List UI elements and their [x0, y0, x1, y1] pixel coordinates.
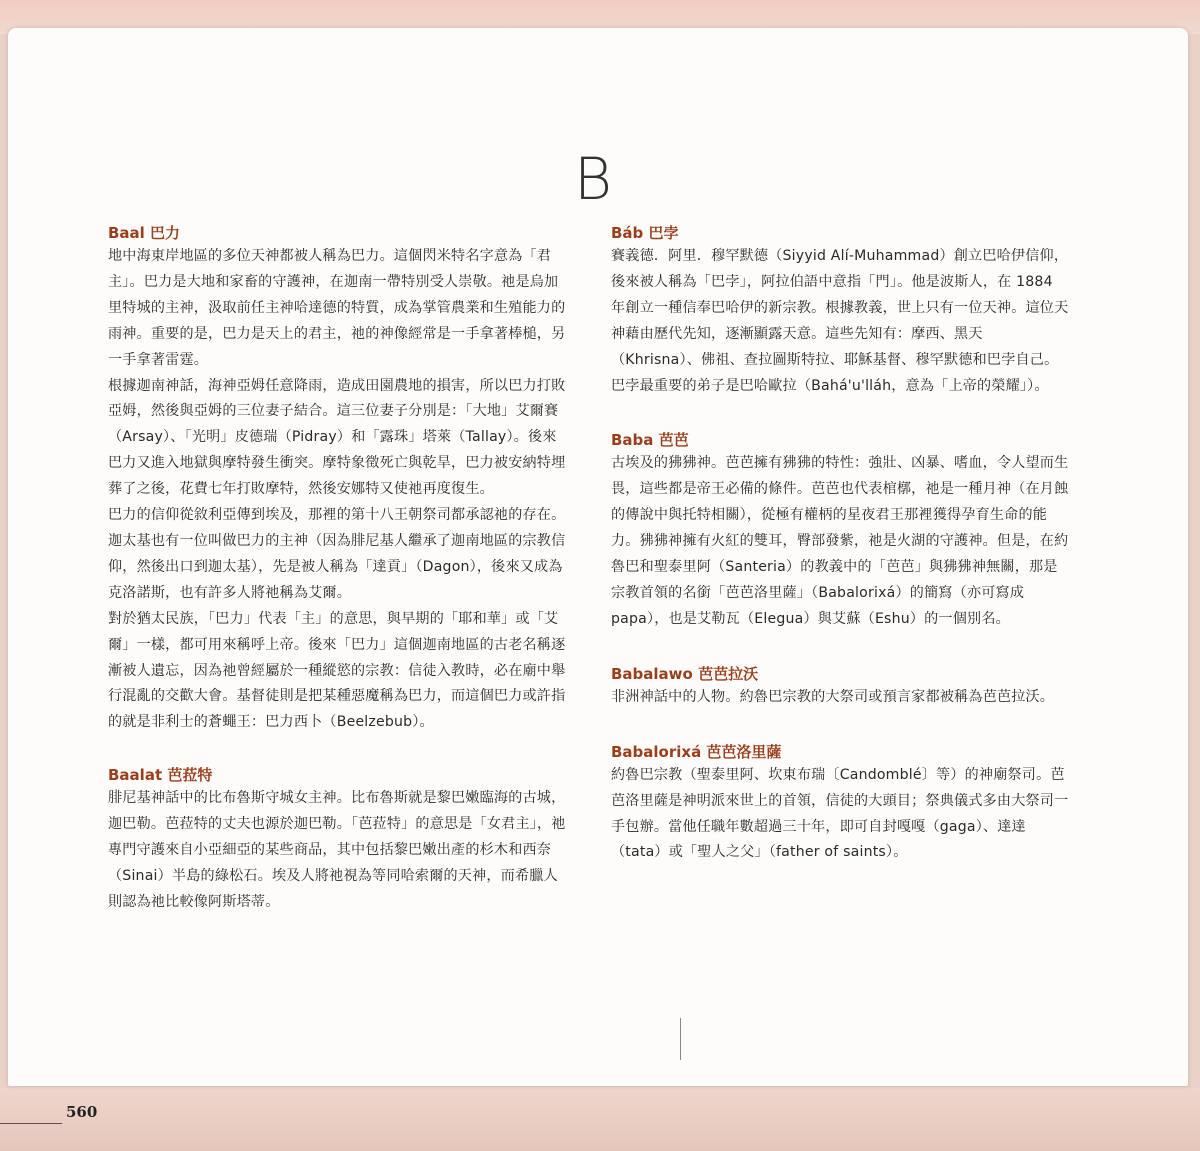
- entry-baal: [108, 222, 566, 736]
- margin-mark: [680, 1018, 681, 1060]
- entry-paragraph: 對於猶太民族，「巴力」代表「主」的意思，與早期的「耶和華」或「艾爾」一樣，都可用來稱呼上帝。後來「巴力」這個迦南地區的古老名稱逐漸被人遺忘，因為祂曾經屬於一種縱慾的宗教：信徒入教時，必在廟中舉行混亂的交歡大會。基督徒則是把某種惡魔稱為巴力，而這個巴力或許指的就是非利士的蒼蠅王：巴力西卜（Beelzebub）。: [108, 610, 566, 731]
- entry-baalat: [108, 764, 566, 916]
- entry-paragraph: 根據迦南神話，海神亞姆任意降雨，造成田園農地的損害，所以巴力打敗亞姆，然後與亞姆的三位妻子結合。這三位妻子分別是：「大地」艾爾賽（Arsay）、「光明」皮德瑞（Pidray）和「露珠」塔萊（Tallay）。後來巴力又進入地獄與摩特發生衝突。摩特象徵死亡與乾旱，巴力被安納特埋葬了之後，花費七年打敗摩特，然後安娜特又使祂再度復生。: [108, 377, 566, 498]
- entry-title: Báb 巴孛: [611, 224, 679, 242]
- entry-baba: [611, 429, 1069, 632]
- right-column: [611, 222, 1069, 866]
- entry-title: Baalat 芭菈特: [108, 766, 213, 785]
- entry-title: Babalorixá 芭芭洛里薩: [611, 742, 782, 761]
- entry-title: Baba 芭芭: [611, 431, 689, 450]
- entry-paragraph: 非洲神話中的人物。約魯巴宗教的大祭司或預言家都被稱為芭芭拉沃。: [611, 688, 1055, 705]
- section-letter: B: [574, 145, 612, 213]
- entry-title: Baal 巴力: [108, 224, 181, 242]
- entry-paragraph: 賽義德．阿里．穆罕默德（Siyyid Alí-Muhammad）創立巴哈伊信仰，後來被人稱為「巴孛」，阿拉伯語中意指「門」。他是波斯人，在 1884 年創立一種信奉巴哈伊的新宗教。根據教義，世上只有一位天神。這位天神藉由歷代先知，逐漸顯露天意。這些先知有：摩西、黑天（Khrisna）、佛祖、查拉圖斯特拉、耶穌基督、穆罕默德和巴孛自己。巴孛最重要的弟子是巴哈歐拉（Bahá'u'lláh，意為「上帝的榮耀」）。: [611, 248, 1069, 394]
- entry-babalawo: [611, 663, 1069, 711]
- entry-bab: [611, 222, 1069, 399]
- left-column: [108, 222, 566, 916]
- scan-bottom-band: [0, 1088, 1200, 1151]
- entry-paragraph: 約魯巴宗教（聖泰里阿、坎東布瑞〔Candomblé〕等）的神廟祭司。芭芭洛里薩是神明派來世上的首領，信徒的大頭目；祭典儀式多由大祭司一手包辦。當他任職年數超過三十年，即可自封嘎嘎（gaga）、達達（tata）或「聖人之父」（father of saints）。: [611, 766, 1069, 861]
- entry-paragraph: 古埃及的狒狒神。芭芭擁有狒狒的特性：強壯、凶暴、嗜血，令人望而生畏，這些都是帝王必備的條件。芭芭也代表棺槨，祂是一種月神（在月蝕的傳說中與托特相關），從極有權柄的星夜君王那裡獲得孕育生命的能力。狒狒神擁有火紅的雙耳，臀部發紫，祂是火湖的守護神。但是，在約魯巴和聖泰里阿（Santeria）的教義中的「芭芭」與狒狒神無關，那是宗教首領的名銜「芭芭洛里薩」（Babalorixá）的簡寫（亦可寫成 papa），也是艾勒瓦（Elegua）與艾蘇（Eshu）的一個別名。: [611, 455, 1069, 627]
- folio-rule: [0, 1123, 62, 1124]
- entry-paragraph: 腓尼基神話中的比布魯斯守城女主神。比布魯斯就是黎巴嫩臨海的古城，迦巴勒。芭菈特的丈夫也源於迦巴勒。「芭菈特」的意思是「女君主」，祂專門守護來自小亞細亞的某些商品，其中包括黎巴嫩出產的杉木和西奈（Sinai）半島的綠松石。埃及人將祂視為等同哈索爾的天神，而希臘人則認為祂比較像阿斯塔蒂。: [108, 790, 566, 910]
- entry-paragraph: 地中海東岸地區的多位天神都被人稱為巴力。這個閃米特名字意為「君主」。巴力是大地和家畜的守護神，在迦南一帶特別受人崇敬。祂是烏加里特城的主神，汲取前任主神哈達德的特質，成為掌管農業和生殖能力的雨神。重要的是，巴力是天上的君主，祂的神像經常是一手拿著棒槌，另一手拿著雷霆。: [108, 248, 566, 368]
- page-number: 560: [66, 1103, 98, 1121]
- entry-paragraph: 巴力的信仰從敘利亞傳到埃及，那裡的第十八王朝祭司都承認祂的存在。迦太基也有一位叫做巴力的主神（因為腓尼基人繼承了迦南地區的宗教信仰，然後出口到迦太基），先是被人稱為「達貢」（Dagon），後來又成為克洛諾斯，也有許多人將祂稱為艾爾。: [108, 507, 566, 601]
- entry-babalorixa: [611, 741, 1069, 867]
- entry-title: Babalawo 芭芭拉沃: [611, 664, 759, 683]
